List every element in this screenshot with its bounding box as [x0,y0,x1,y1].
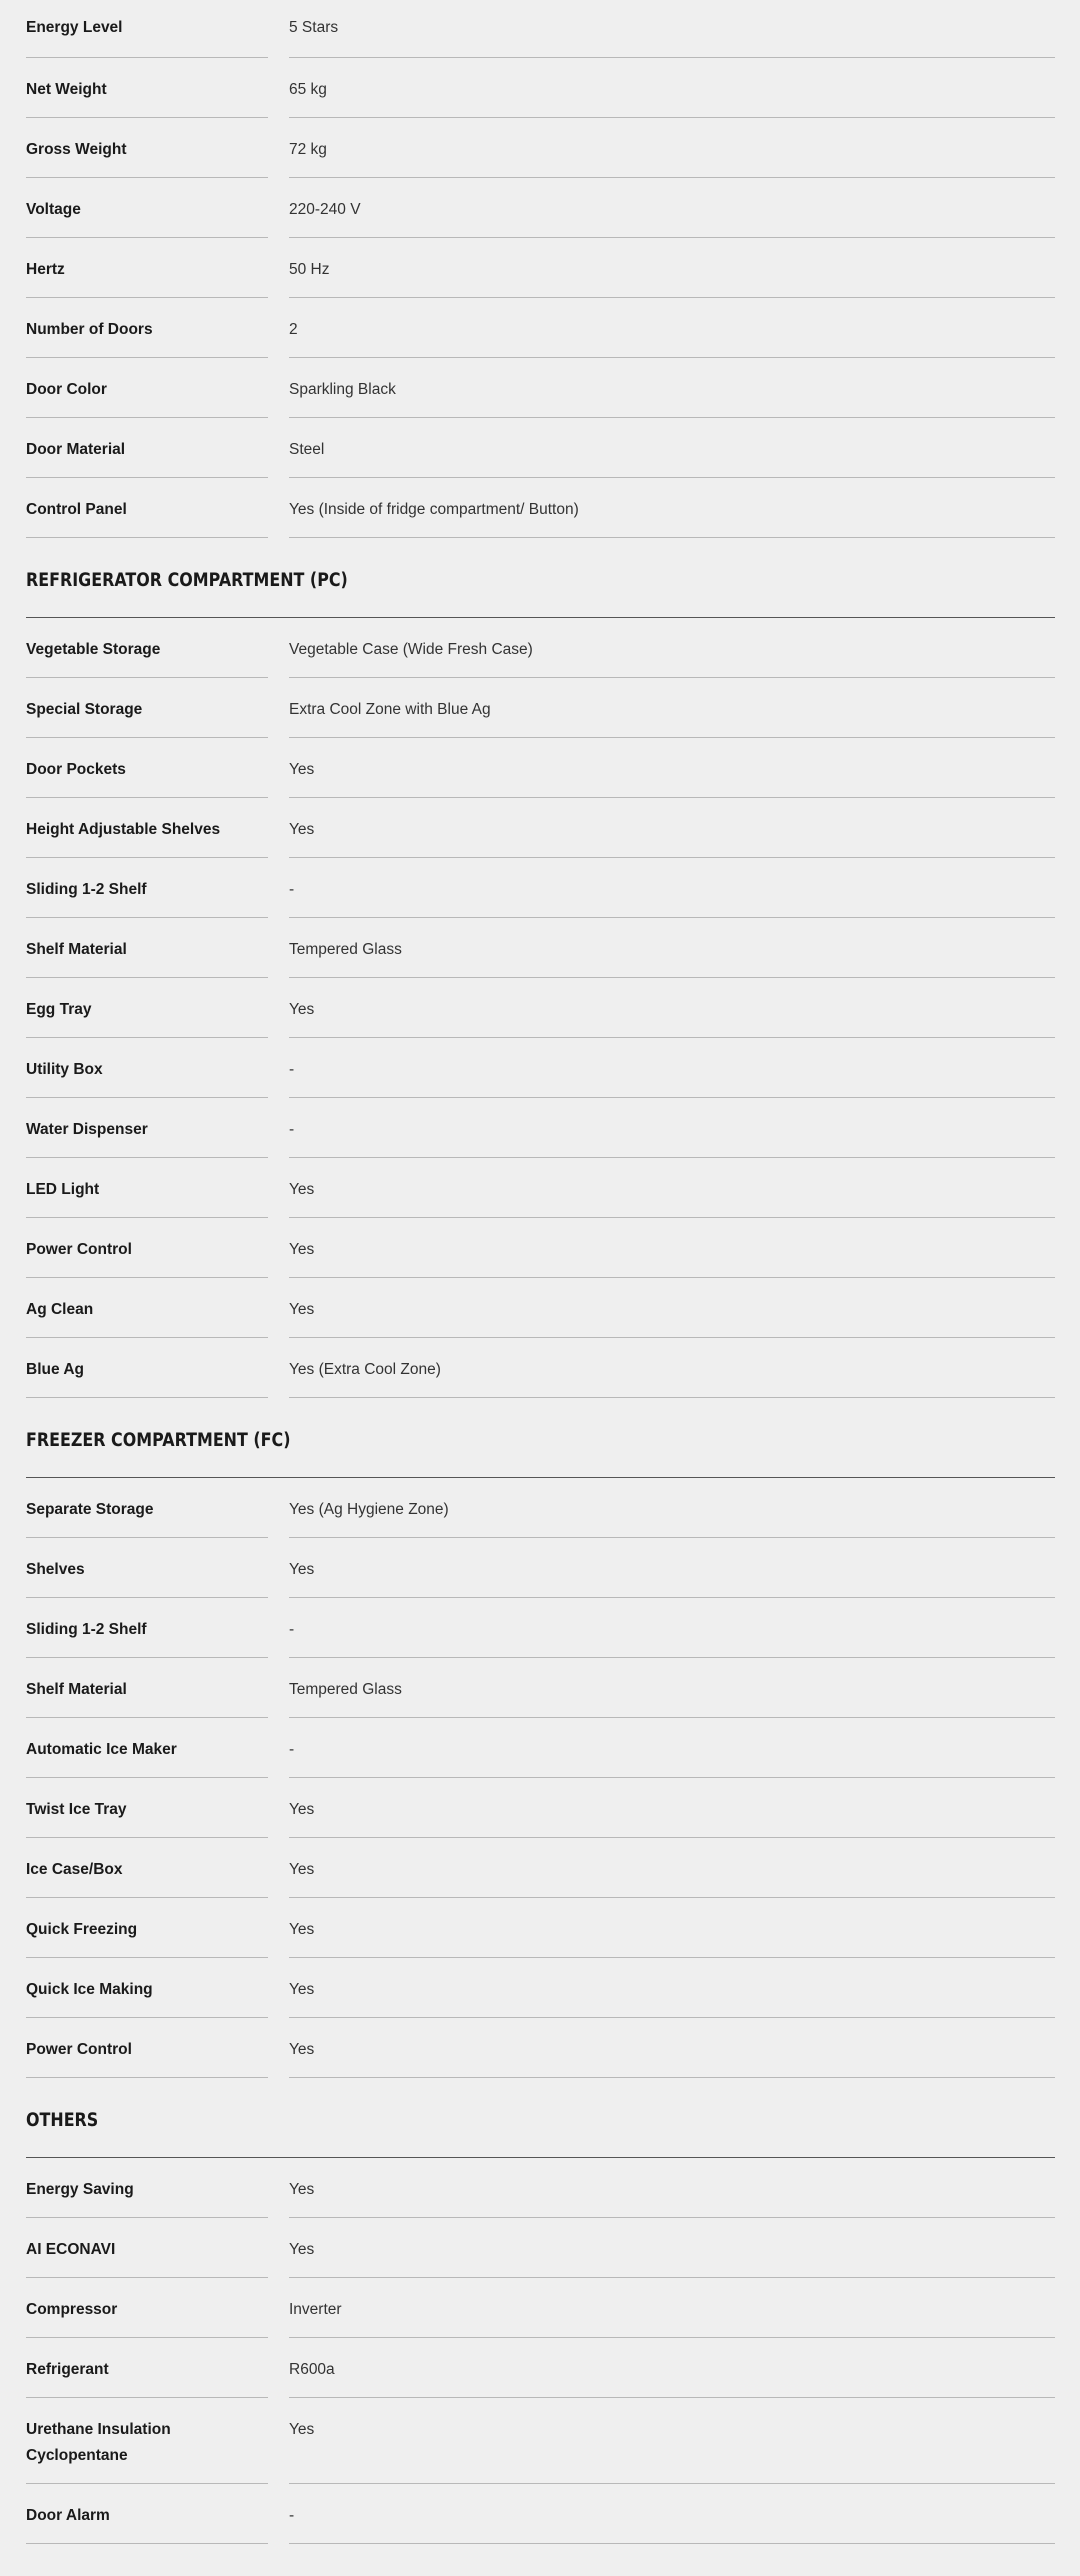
spec-row [26,358,1055,418]
spec-gap [268,2484,289,2544]
spec-gap [268,1838,289,1898]
spec-row [26,2398,1055,2484]
spec-row [26,858,1055,918]
spec-label: Vegetable Storage [26,618,268,678]
spec-row [26,1098,1055,1158]
spec-label: Door Pockets [26,738,268,798]
spec-value: - [289,858,1055,918]
spec-row [26,1958,1055,2018]
spec-gap [268,478,289,538]
spec-gap [268,238,289,298]
spec-gap [268,678,289,738]
spec-value: - [289,1718,1055,1778]
spec-label: Power Control [26,1218,268,1278]
spec-gap [268,858,289,918]
spec-gap [268,2158,289,2218]
spec-value: 65 kg [289,58,1055,118]
spec-gap [268,1278,289,1338]
spec-gap [268,58,289,118]
spec-gap [268,1958,289,2018]
spec-gap [268,1718,289,1778]
spec-label: Door Alarm [26,2484,268,2544]
general-specs [26,0,1055,538]
spec-gap [268,1658,289,1718]
spec-value: Yes [289,978,1055,1038]
spec-value: - [289,1598,1055,1658]
spec-label: Control Panel [26,478,268,538]
spec-gap [268,1218,289,1278]
spec-row [26,1658,1055,1718]
spec-row [26,618,1055,678]
spec-value: R600a [289,2338,1055,2398]
section-title: OTHERS [26,2110,99,2131]
spec-value: - [289,2484,1055,2544]
spec-label: Quick Ice Making [26,1958,268,2018]
spec-gap [268,1538,289,1598]
spec-value: Yes [289,1218,1055,1278]
spec-gap [268,1478,289,1538]
spec-row [26,0,1055,58]
spec-row [26,1478,1055,1538]
section-header [26,2078,1055,2158]
spec-value: - [289,1038,1055,1098]
spec-row [26,1778,1055,1838]
spec-value: Steel [289,418,1055,478]
section-title: FREEZER COMPARTMENT (FC) [26,1430,291,1451]
spec-row [26,298,1055,358]
spec-row [26,1838,1055,1898]
spec-value: Yes [289,798,1055,858]
spec-value: Yes [289,1958,1055,2018]
spec-value: Yes [289,2158,1055,2218]
spec-row [26,1278,1055,1338]
spec-value: Yes [289,1158,1055,1218]
spec-row [26,1718,1055,1778]
spec-value: 220-240 V [289,178,1055,238]
spec-row [26,478,1055,538]
spec-label: AI ECONAVI [26,2218,268,2278]
spec-gap [268,2218,289,2278]
spec-value: Yes (Inside of fridge compartment/ Button) [289,478,1055,538]
spec-row [26,1538,1055,1598]
spec-label: Water Dispenser [26,1098,268,1158]
spec-row [26,1338,1055,1398]
section-title: REFRIGERATOR COMPARTMENT (PC) [26,570,348,591]
spec-gap [268,2018,289,2078]
spec-row [26,798,1055,858]
spec-row [26,2218,1055,2278]
spec-label: Twist Ice Tray [26,1778,268,1838]
spec-label: Energy Saving [26,2158,268,2218]
spec-gap [268,1778,289,1838]
spec-gap [268,738,289,798]
spec-gap [268,618,289,678]
section-header [26,538,1055,618]
spec-label: Gross Weight [26,118,268,178]
spec-gap [268,978,289,1038]
spec-label: Blue Ag [26,1338,268,1398]
spec-row [26,2338,1055,2398]
spec-section [26,538,1055,1398]
spec-value: Yes [289,1278,1055,1338]
spec-value: Sparkling Black [289,358,1055,418]
spec-gap [268,358,289,418]
spec-label: Sliding 1-2 Shelf [26,858,268,918]
spec-gap [268,178,289,238]
spec-row [26,178,1055,238]
spec-label: Hertz [26,238,268,298]
spec-value: - [289,1098,1055,1158]
spec-value: Yes (Extra Cool Zone) [289,1338,1055,1398]
spec-label: Urethane Insulation Cyclopentane [26,2398,268,2484]
spec-label: Separate Storage [26,1478,268,1538]
spec-label: Ag Clean [26,1278,268,1338]
spec-value: Tempered Glass [289,918,1055,978]
spec-section [26,1398,1055,2078]
spec-section [26,2078,1055,2544]
spec-value: Yes [289,2218,1055,2278]
spec-gap [268,2278,289,2338]
spec-row [26,738,1055,798]
spec-gap [268,2338,289,2398]
spec-value: Tempered Glass [289,1658,1055,1718]
spec-label: Automatic Ice Maker [26,1718,268,1778]
spec-row [26,418,1055,478]
spec-label: LED Light [26,1158,268,1218]
spec-row [26,978,1055,1038]
spec-gap [268,2398,289,2484]
spec-row [26,2484,1055,2544]
spec-value: 50 Hz [289,238,1055,298]
spec-label: Sliding 1-2 Shelf [26,1598,268,1658]
spec-label: Number of Doors [26,298,268,358]
spec-label: Utility Box [26,1038,268,1098]
spec-label: Energy Level [26,0,268,58]
spec-label: Net Weight [26,58,268,118]
spec-row [26,678,1055,738]
spec-row [26,1038,1055,1098]
section-header [26,1398,1055,1478]
spec-row [26,918,1055,978]
spec-value: Yes (Ag Hygiene Zone) [289,1478,1055,1538]
spec-row [26,2158,1055,2218]
spec-row [26,238,1055,298]
spec-label: Ice Case/Box [26,1838,268,1898]
spec-gap [268,1338,289,1398]
spec-row [26,2018,1055,2078]
spec-gap [268,1038,289,1098]
spec-value: Yes [289,738,1055,798]
spec-value: Inverter [289,2278,1055,2338]
spec-table [26,0,1055,2544]
spec-gap [268,1598,289,1658]
spec-label: Height Adjustable Shelves [26,798,268,858]
spec-label: Egg Tray [26,978,268,1038]
spec-value: Yes [289,1538,1055,1598]
spec-value: 2 [289,298,1055,358]
spec-gap [268,1898,289,1958]
spec-value: Yes [289,2018,1055,2078]
spec-gap [268,118,289,178]
spec-value: Yes [289,2398,1055,2484]
spec-label: Door Color [26,358,268,418]
spec-value: Yes [289,1898,1055,1958]
spec-row [26,1898,1055,1958]
spec-label: Shelves [26,1538,268,1598]
spec-gap [268,1098,289,1158]
spec-value: Yes [289,1778,1055,1838]
spec-gap [268,798,289,858]
spec-gap [268,918,289,978]
spec-row [26,58,1055,118]
spec-label: Compressor [26,2278,268,2338]
spec-gap [268,298,289,358]
spec-row [26,2278,1055,2338]
spec-row [26,1218,1055,1278]
spec-value: 72 kg [289,118,1055,178]
spec-label: Voltage [26,178,268,238]
spec-label: Quick Freezing [26,1898,268,1958]
spec-label: Door Material [26,418,268,478]
spec-value: Yes [289,1838,1055,1898]
spec-row [26,118,1055,178]
spec-value: Vegetable Case (Wide Fresh Case) [289,618,1055,678]
spec-gap [268,418,289,478]
spec-label: Refrigerant [26,2338,268,2398]
spec-row [26,1598,1055,1658]
spec-row [26,1158,1055,1218]
spec-label: Shelf Material [26,918,268,978]
spec-label: Special Storage [26,678,268,738]
spec-gap [268,0,289,58]
spec-value: Extra Cool Zone with Blue Ag [289,678,1055,738]
spec-value: 5 Stars [289,0,1055,58]
spec-label: Power Control [26,2018,268,2078]
spec-label: Shelf Material [26,1658,268,1718]
spec-gap [268,1158,289,1218]
